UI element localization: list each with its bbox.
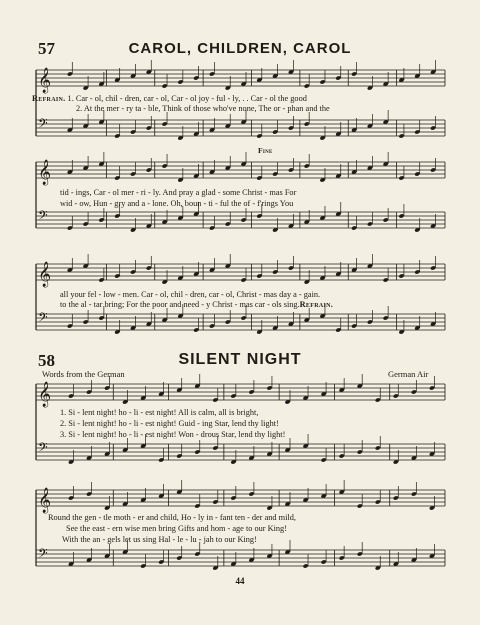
lyric-line: 2. Si - lent night! ho - li - est night! Guid - ing Star, lend thy light! bbox=[60, 419, 279, 428]
song-title: SILENT NIGHT bbox=[178, 351, 302, 368]
lyric-line: See the east - ern wise men bring Gifts and hom - age to our King! bbox=[66, 524, 287, 533]
bass-clef-icon: 𝄢 bbox=[38, 440, 48, 458]
composer-credit: German Air bbox=[388, 369, 429, 379]
lyric-line: to the al - tar bring; For the poor and need - y Christ - mas car - ols sing.Refrain. bbox=[60, 300, 334, 309]
song-number: 58 bbox=[38, 351, 55, 370]
fine-mark: Fine bbox=[258, 146, 273, 155]
lyric-line: 1. Si - lent night! ho - li - est night! All is calm, all is bright, bbox=[60, 408, 259, 417]
bass-clef-icon: 𝄢 bbox=[38, 116, 48, 134]
page-number: 44 bbox=[235, 576, 245, 586]
lyric-line: tid - ings, Car - ol mer - ri - ly. And pray a glad - some Christ - mas For bbox=[60, 188, 297, 197]
bass-clef-icon: 𝄢 bbox=[38, 310, 48, 328]
lyric-line: 3. Si - lent night! ho - li - est night! Won - drous Star, lend thy light! bbox=[60, 430, 286, 439]
lyricist-credit: Words from the German bbox=[42, 369, 125, 379]
lyric-line: wid - ow, Hun - gry and a - lone. Oh, boun - ti - ful the of - f'rings You bbox=[60, 199, 294, 208]
lyric-line: 2. At the mer - ry ta - ble, Think of those who've none, The or - phan and the bbox=[76, 104, 330, 113]
lyric-line: Refrain. 1. Car - ol, chil - dren, car - ol, Car - ol joy - ful - ly, . . Car - ol the good bbox=[32, 94, 307, 103]
lyric-line: all your fel - low - men. Car - ol, chil - dren, car - ol, Christ - mas day a - gain. bbox=[60, 290, 321, 299]
lyric-line: With the an - gels let us sing Hal - le - lu - jah to our King! bbox=[62, 535, 257, 544]
treble-clef-icon: 𝄞 bbox=[38, 488, 52, 513]
treble-clef-icon: 𝄞 bbox=[38, 68, 52, 93]
bass-clef-icon: 𝄢 bbox=[38, 208, 48, 226]
treble-clef-icon: 𝄞 bbox=[38, 262, 52, 287]
bass-clef-icon: 𝄢 bbox=[38, 546, 48, 564]
lyric-line: Round the gen - tle moth - er and child, Ho - ly in - fant ten - der and mild, bbox=[48, 513, 296, 522]
song-number: 57 bbox=[38, 39, 55, 58]
treble-clef-icon: 𝄞 bbox=[38, 382, 52, 407]
treble-clef-icon: 𝄞 bbox=[38, 160, 52, 185]
song-title: CAROL, CHILDREN, CAROL bbox=[128, 40, 352, 57]
